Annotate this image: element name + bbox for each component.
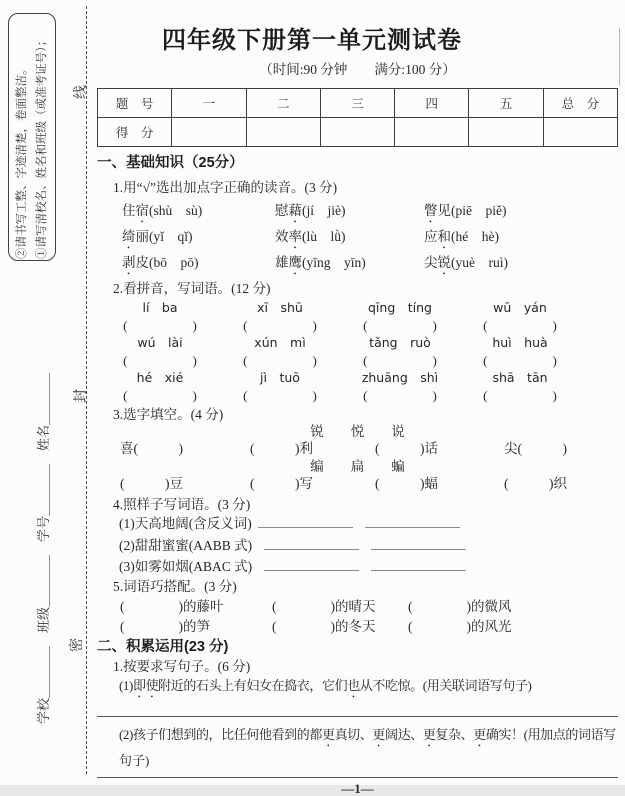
main-content [97, 0, 618, 796]
word-item [275, 226, 424, 252]
fill-item: ( )织 [504, 476, 567, 491]
word-pinyin: 丽(yǐ qǐ) [135, 229, 193, 244]
score-row-label: 得 分 [98, 118, 172, 147]
score-table-col-total: 总 分 [543, 89, 617, 118]
word-item [275, 252, 424, 278]
answer-blank [365, 514, 460, 528]
paren-blank: ( ) [243, 317, 317, 333]
q5-row-1 [97, 597, 618, 618]
sentence-seg: 从不吃惊。(用关联词语写句子) [359, 677, 532, 693]
q5-row-2 [97, 617, 618, 638]
score-cell [543, 118, 617, 147]
sentence-seg: 阔达、 [385, 726, 423, 742]
score-table-col-2: 二 [246, 89, 320, 118]
notice-box [8, 13, 56, 261]
q3-row-2 [97, 475, 618, 493]
pinyin-item: zhuāng shì [361, 370, 439, 385]
score-cell [172, 118, 246, 147]
exam-subtitle: （时间:90 分钟 满分:100 分） [259, 62, 456, 77]
fill-item: ( )利 [250, 441, 313, 456]
word-plain: 慰 [275, 203, 289, 218]
q3-row-1 [97, 440, 618, 458]
sentence-dotted: 更 [422, 726, 436, 742]
paren-blank: ( ) [483, 387, 557, 403]
sentence-dotted: 也 [347, 677, 360, 693]
score-table [97, 88, 618, 147]
sentence-seg: 确实！(用加点的词语写 [485, 726, 616, 742]
score-cell [469, 118, 543, 147]
sentence-seg: (2)孩子们想到的，比任何他看到的都 [119, 726, 322, 742]
word-pinyin: 皮(bō pō) [135, 255, 199, 270]
pinyin-item: wū yán [493, 300, 547, 315]
score-table-header-row [98, 89, 618, 118]
score-table-col-5: 五 [469, 89, 543, 118]
word-item [275, 200, 424, 226]
pinyin-item: hé xié [136, 370, 184, 385]
sentence-1 [97, 676, 618, 701]
word-plain: 住 [122, 203, 136, 218]
seal-char-xian: 线 [74, 85, 89, 99]
q2-label: 2.看拼音，写词语。(12 分) [113, 281, 271, 296]
pinyin-item: xī shū [257, 300, 303, 315]
answer-line [97, 716, 618, 717]
notice-line-2: ②请书写工整、字迹清楚，卷面整洁。 [16, 63, 28, 259]
word-pinyin: (yuè ruì) [451, 255, 508, 270]
word-dotted: 和 [437, 229, 451, 244]
paren-blank: ( ) [363, 387, 437, 403]
word-dotted: 瞥 [424, 203, 438, 218]
q5-item: ( )的笋 [120, 619, 210, 634]
sentence-dotted: 更 [473, 726, 486, 742]
answer-blank [371, 557, 466, 571]
word-item [424, 226, 618, 252]
score-table-col-4: 四 [395, 89, 469, 118]
word-item [122, 200, 275, 226]
q1-label: 1.用“√”选出加点字正确的读音。(3 分) [113, 180, 338, 195]
word-item [424, 200, 618, 226]
q5-item: ( )的藤叶 [120, 598, 224, 614]
word-dotted: 鹰 [288, 255, 302, 270]
seal-char-mi: 密 [70, 638, 85, 652]
q3-label: 3.选字填空。(4 分) [113, 407, 224, 422]
q4-item: (1)天高地阔(含反义词) [119, 516, 252, 531]
student-info-fields: 学校＿＿＿＿ 班级＿＿＿＿ 学号＿＿＿＿ 姓名＿＿＿＿ [36, 372, 51, 724]
word-pinyin: (lù lǜ) [302, 229, 346, 244]
word-item [122, 252, 275, 278]
paren-blank: ( ) [123, 352, 197, 368]
title-wrap [97, 26, 527, 56]
score-table-col-3: 三 [320, 89, 394, 118]
q4-label: 4.照样子写词语。(3 分) [113, 497, 251, 512]
word-dotted: 剥 [122, 255, 136, 270]
answer-blank [371, 536, 466, 550]
paren-blank: ( ) [483, 352, 557, 368]
word-pinyin: 见(piē piě) [437, 203, 507, 218]
paren-blank: ( ) [363, 352, 437, 368]
sentence-seg: 复杂、 [435, 726, 474, 742]
exam-title: 四年级下册第一单元测试卷 [162, 27, 462, 54]
pinyin-item: xún mì [254, 335, 306, 350]
fill-item: 尖( ) [504, 441, 567, 456]
notice-text [12, 15, 52, 259]
paren-blank: ( ) [123, 387, 197, 403]
pinyin-item: shā tān [492, 370, 548, 385]
section-1-heading: 一、基础知识（25分） [97, 155, 244, 171]
sentence-dotted: 即使 [132, 677, 159, 693]
answer-line [97, 777, 618, 778]
fill-item: ( )写 [250, 476, 313, 491]
char-bank-2: 编 扁 蝙 [310, 459, 405, 474]
q4-item-row [97, 513, 618, 535]
word-plain: 尖 [424, 255, 438, 270]
word-dotted: 锐 [437, 255, 451, 270]
q4-item-row [97, 556, 618, 578]
paren-blank: ( ) [363, 317, 437, 333]
pinyin-item: jì tuō [260, 370, 300, 385]
fill-item: 喜( ) [120, 441, 183, 456]
sentence-2 [97, 724, 618, 750]
sentence-seg: 真切、 [334, 726, 373, 742]
word-pinyin: (yīng yīn) [302, 255, 366, 270]
word-pinyin: (shù sù) [149, 203, 203, 218]
answer-blank [264, 557, 359, 571]
word-pinyin: (jí jiè) [302, 203, 346, 218]
q4-item-row [97, 535, 618, 557]
pinyin-item: tǎng ruò [369, 335, 431, 350]
pinyin-item: huì huà [492, 335, 548, 350]
q4-item: (3)如雾如烟(ABAC 式) [119, 559, 253, 574]
char-bank-1: 锐 悦 说 [310, 424, 405, 439]
word-dotted: 绮 [122, 229, 136, 244]
sentence-dotted: 更 [321, 726, 335, 742]
answer-blank [264, 536, 359, 550]
q5-item: ( )的微风 [408, 598, 512, 614]
page-number: —1— [341, 780, 374, 796]
word-dotted: 率 [288, 229, 302, 244]
answer-blank [258, 514, 353, 528]
q5-item: ( )的冬天 [272, 619, 376, 634]
q2-pinyin-grid [97, 299, 618, 404]
fill-item: ( )豆 [120, 476, 183, 491]
word-item [122, 226, 275, 252]
page-edge-mark [619, 28, 620, 86]
word-plain: 效 [275, 229, 289, 244]
pinyin-item: qīng tíng [368, 300, 432, 315]
sentence-2-continuation: 句子) [119, 752, 150, 768]
seal-char-feng: 封 [74, 389, 89, 403]
fill-item: ( )话 [375, 441, 438, 456]
paren-blank: ( ) [483, 317, 557, 333]
notice-line-1: ①请写清校名、姓名和班级（或准考证号）； [36, 34, 48, 259]
paren-blank: ( ) [123, 317, 197, 333]
sentence-seg: 附近的石头上有妇女在捣衣，它们 [158, 677, 348, 693]
section-2-heading: 二、积累运用(23 分) [97, 638, 229, 655]
score-table-label: 题 号 [98, 89, 172, 118]
score-table-col-1: 一 [172, 89, 246, 118]
pinyin-item: lí ba [142, 300, 178, 315]
word-plain: 应 [424, 229, 438, 244]
q5-item: ( )的晴天 [272, 598, 376, 614]
pinyin-item: wú lài [137, 335, 183, 350]
sec2-q1-label: 1.按要求写句子。(6 分) [113, 658, 251, 674]
sentence-dotted: 更 [372, 726, 385, 742]
score-cell [395, 118, 469, 147]
score-table-score-row [98, 118, 618, 147]
paren-blank: ( ) [243, 352, 317, 368]
q5-label: 5.词语巧搭配。(3 分) [113, 578, 237, 594]
score-cell [246, 118, 320, 147]
sentence-seg: (1) [119, 677, 133, 693]
word-dotted: 藉 [288, 203, 302, 218]
word-dotted: 宿 [135, 203, 149, 218]
fill-item: ( )蝠 [375, 476, 438, 491]
paren-blank: ( ) [243, 387, 317, 403]
word-item [424, 252, 618, 278]
word-pinyin: (hé hè) [451, 229, 499, 244]
q5-item: ( )的风光 [408, 619, 512, 634]
q4-item: (2)甜甜蜜蜜(AABB 式) [119, 537, 253, 553]
score-cell [320, 118, 394, 147]
word-plain: 雄 [275, 255, 289, 270]
q1-word-grid [97, 200, 618, 278]
